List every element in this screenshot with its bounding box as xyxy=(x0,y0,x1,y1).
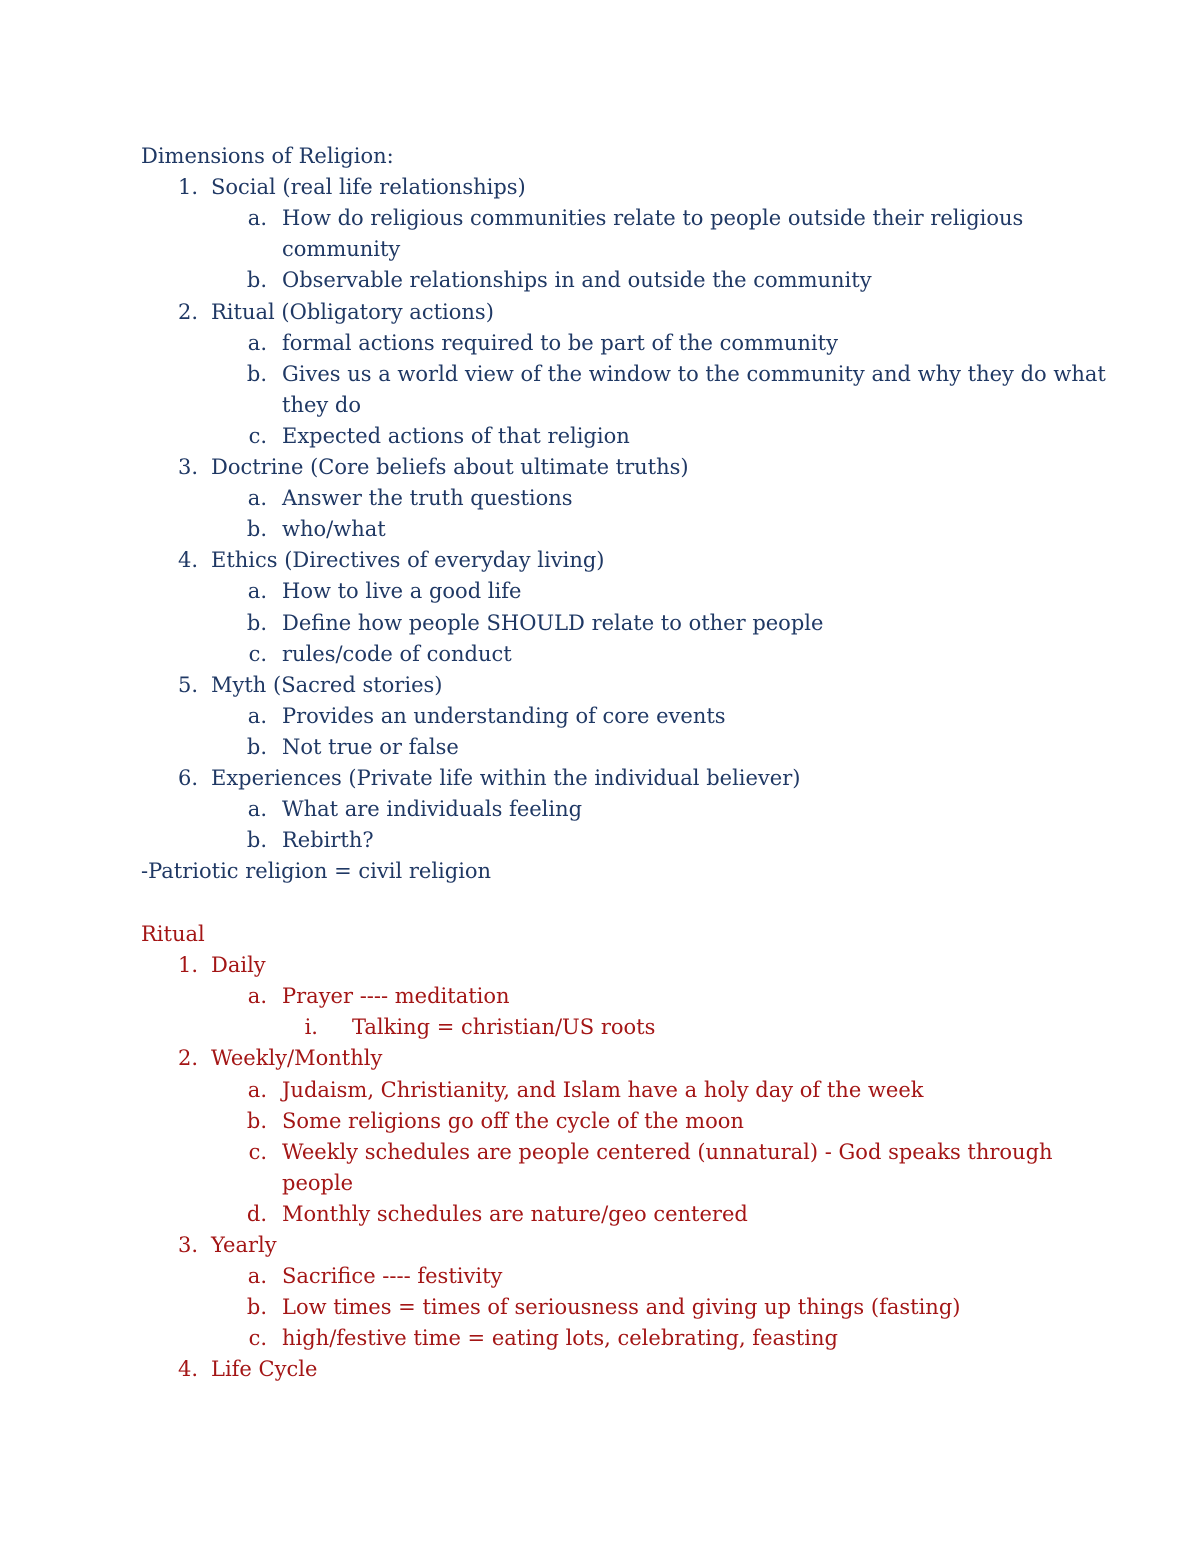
sub-item-text: Provides an understanding of core events xyxy=(282,703,726,728)
item-label: Weekly/Monthly xyxy=(211,1046,383,1071)
sub-item-marker: a. xyxy=(247,330,267,355)
item-number: 3. xyxy=(177,455,198,479)
sub-sub-item-marker: i. xyxy=(304,1015,318,1040)
sub-item-marker: a. xyxy=(247,797,267,822)
sub-item-text: What are individuals feeling xyxy=(282,797,583,822)
sub-item-text: Answer the truth questions xyxy=(282,486,573,511)
item-number: 2. xyxy=(177,1046,198,1071)
sub-item-marker: b. xyxy=(246,1108,267,1133)
sub-item-text: Weekly schedules are people centered (unnatural) - God speaks through xyxy=(282,1139,1053,1164)
item-label: Doctrine (Core beliefs about ultimate truths) xyxy=(211,455,689,479)
section-heading: Ritual xyxy=(141,922,205,946)
sub-item-marker: c. xyxy=(248,641,267,666)
item-label: Social (real life relationships) xyxy=(211,175,526,200)
sub-item-text-cont: people xyxy=(282,1170,354,1195)
sub-item-text: Define how people SHOULD relate to other people xyxy=(282,610,824,635)
sub-item-marker: a. xyxy=(247,579,267,604)
item-label: Myth (Sacred stories) xyxy=(211,672,443,697)
item-label: Daily xyxy=(211,953,266,978)
item-number: 4. xyxy=(177,548,198,573)
sub-item-marker: b. xyxy=(246,361,267,386)
sub-item-marker: b. xyxy=(246,734,267,759)
item-number: 4. xyxy=(177,1357,198,1382)
sub-item-text: Judaism, Christianity, and Islam have a holy day of the week xyxy=(282,1077,924,1102)
sub-item-marker: b. xyxy=(246,1295,267,1320)
note-text: -Patriotic religion = civil religion xyxy=(141,859,492,884)
sub-item-text: Not true or false xyxy=(282,734,459,759)
sub-item-marker: a. xyxy=(247,1077,267,1102)
sub-item-text: Rebirth? xyxy=(282,828,374,853)
sub-item-marker: b. xyxy=(246,268,267,293)
item-number: 3. xyxy=(177,1233,198,1257)
sub-sub-item-text: Talking = christian/US roots xyxy=(352,1015,656,1040)
item-number: 5. xyxy=(177,672,198,697)
sub-item-marker: b. xyxy=(246,828,267,853)
sub-item-text: who/what xyxy=(282,517,386,542)
item-number: 1. xyxy=(177,175,198,200)
sub-item-marker: b. xyxy=(246,610,267,635)
sub-item-text: Low times = times of seriousness and giving up things (fasting) xyxy=(282,1295,961,1320)
sub-item-text: high/festive time = eating lots, celebrating, feasting xyxy=(282,1326,838,1351)
section-heading: Dimensions of Religion: xyxy=(141,144,394,168)
item-number: 6. xyxy=(177,766,198,790)
sub-item-text-cont: they do xyxy=(282,392,362,417)
sub-item-text: formal actions required to be part of the community xyxy=(282,330,838,355)
sub-item-marker: c. xyxy=(248,423,267,448)
item-label: Ethics (Directives of everyday living) xyxy=(211,548,605,573)
sub-item-text: Observable relationships in and outside the community xyxy=(282,268,872,293)
sub-item-text: Monthly schedules are nature/geo centered xyxy=(282,1201,748,1226)
sub-item-text: Some religions go off the cycle of the moon xyxy=(282,1108,744,1133)
item-label: Life Cycle xyxy=(211,1357,318,1382)
sub-item-marker: a. xyxy=(247,486,267,511)
item-number: 2. xyxy=(177,299,198,324)
sub-item-marker: a. xyxy=(247,206,267,231)
sub-item-marker: d. xyxy=(246,1201,267,1226)
sub-item-text-cont: community xyxy=(282,237,401,262)
sub-item-marker: b. xyxy=(246,517,267,542)
sub-item-text: Sacrifice ---- festivity xyxy=(282,1264,503,1289)
sub-item-text: Gives us a world view of the window to the community and why they do what xyxy=(282,361,1106,386)
item-label: Ritual (Obligatory actions) xyxy=(211,299,494,324)
sub-item-text: Prayer ---- meditation xyxy=(282,984,510,1009)
sub-item-text: How to live a good life xyxy=(282,579,522,604)
sub-item-text: How do religious communities relate to people outside their religious xyxy=(282,206,1024,231)
item-label: Yearly xyxy=(211,1233,277,1257)
sub-item-marker: c. xyxy=(248,1139,267,1164)
sub-item-text: Expected actions of that religion xyxy=(282,423,630,448)
sub-item-marker: a. xyxy=(247,703,267,728)
item-number: 1. xyxy=(177,953,198,978)
sub-item-marker: c. xyxy=(248,1326,267,1351)
sub-item-marker: a. xyxy=(247,984,267,1009)
item-label: Experiences (Private life within the individual believer) xyxy=(211,766,801,790)
sub-item-text: rules/code of conduct xyxy=(282,641,512,666)
sub-item-marker: a. xyxy=(247,1264,267,1289)
